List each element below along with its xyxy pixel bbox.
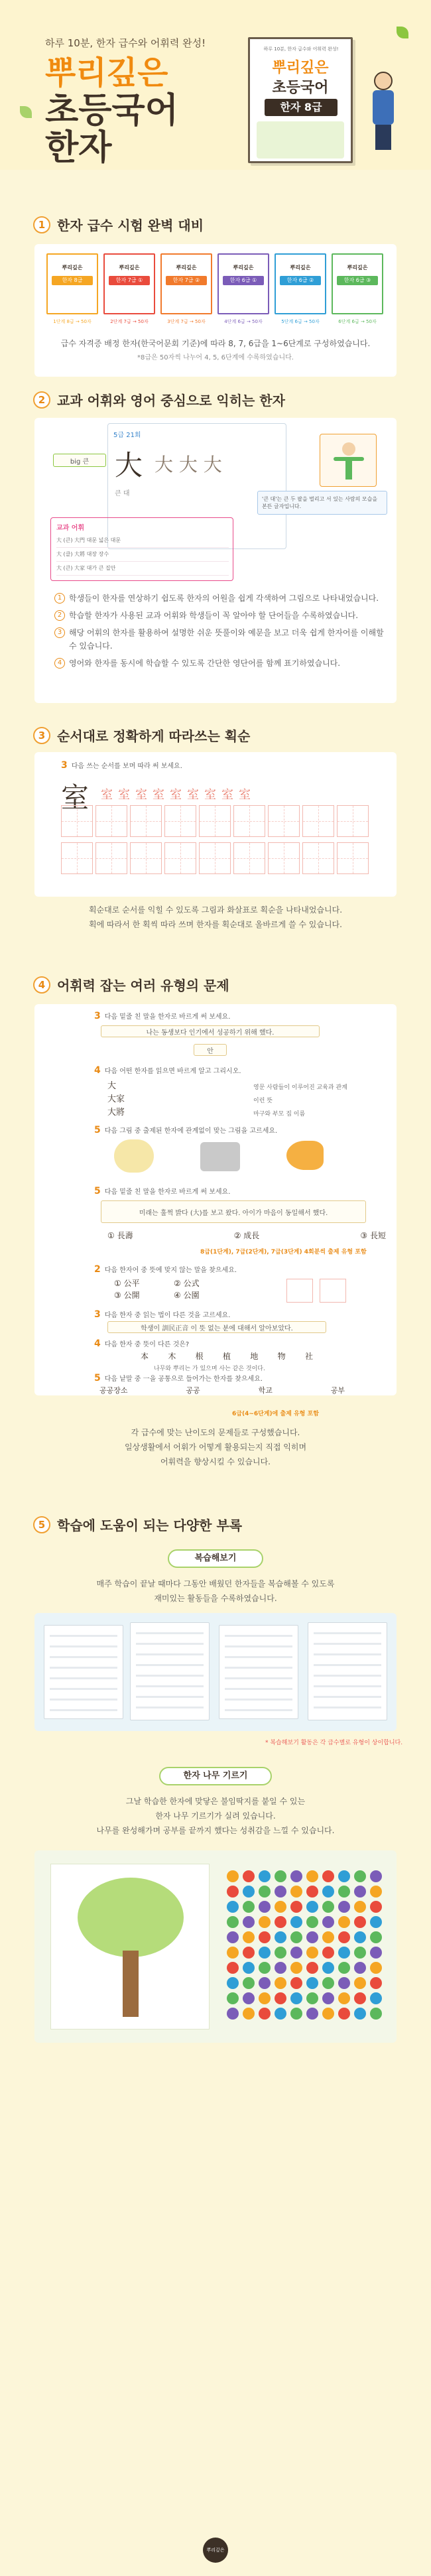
feature-item bbox=[54, 626, 386, 653]
section-number: 4 bbox=[33, 976, 50, 994]
review-paragraph-2: 재미있는 활동들을 수록하였습니다. bbox=[154, 1594, 277, 1603]
sticker-dot[interactable] bbox=[338, 1947, 350, 1959]
level-book-cover bbox=[103, 253, 155, 314]
sticker-dot[interactable] bbox=[275, 1992, 286, 2004]
sticker-dot[interactable] bbox=[322, 1870, 334, 1882]
sticker-dot[interactable] bbox=[290, 1962, 302, 1974]
question-type-tag: 8급(1단계), 7급(2단계), 7급(3단계) 4회분씩 출제 유형 포함 bbox=[200, 1249, 367, 1256]
review-page-thumbnail bbox=[130, 1622, 210, 1720]
question-text: 다음 밑줄 친 말을 한자로 바르게 써 보세요. bbox=[104, 1189, 231, 1196]
sticker-dot[interactable] bbox=[243, 1977, 255, 1989]
sticker-dot[interactable] bbox=[290, 1931, 302, 1943]
writing-grid-cell[interactable] bbox=[302, 842, 334, 874]
section-number: 1 bbox=[33, 216, 50, 233]
sticker-dot[interactable] bbox=[275, 1947, 286, 1959]
sticker-dot[interactable] bbox=[322, 1916, 334, 1928]
sticker-dot[interactable] bbox=[370, 1947, 382, 1959]
book-caption: 1단계 8급 → 50자 bbox=[53, 319, 92, 324]
sticker-dot[interactable] bbox=[370, 1886, 382, 1898]
sticker-dot[interactable] bbox=[338, 1901, 350, 1913]
writing-grid-cell[interactable] bbox=[130, 805, 162, 837]
sticker-dot[interactable] bbox=[306, 1962, 318, 1974]
hanja-choice[interactable]: 地 bbox=[250, 1352, 259, 1361]
tree-illustration-panel bbox=[34, 1850, 397, 2043]
section-4-paragraph-2: 일상생활에서 어휘가 어떻게 활용되는지 직접 익히며 bbox=[124, 1443, 307, 1452]
word-choice[interactable]: 학교 bbox=[258, 1386, 273, 1395]
hanja-reading: 큰 대 bbox=[115, 490, 130, 497]
question-text: 다음 한자어 중 뜻에 맞지 않는 말을 찾으세요. bbox=[104, 1267, 237, 1274]
matching-hanja[interactable]: 大家 bbox=[107, 1094, 125, 1104]
sticker-dot[interactable] bbox=[354, 1962, 366, 1974]
tree-pill: 한자 나무 기르기 bbox=[159, 1767, 272, 1785]
writing-grid-cell[interactable] bbox=[61, 805, 93, 837]
sticker-dot[interactable] bbox=[354, 1947, 366, 1959]
question-text: 다음 어떤 한자를 읽으면 바르게 알고 그리시오. bbox=[104, 1068, 241, 1075]
sticker-dot[interactable] bbox=[259, 1901, 271, 1913]
writing-grid-cell[interactable] bbox=[95, 805, 127, 837]
hero-title-line2: 초등국어 bbox=[45, 91, 178, 131]
stroke-step: 室 bbox=[239, 788, 251, 802]
feature-item bbox=[54, 609, 386, 622]
sticker-dot[interactable] bbox=[259, 1962, 271, 1974]
sticker-dot[interactable] bbox=[259, 2008, 271, 2020]
sticker-dot[interactable] bbox=[306, 1947, 318, 1959]
review-page-thumbnail bbox=[44, 1625, 123, 1719]
book-mini-title: 뿌리깊은 bbox=[290, 265, 311, 271]
question-passage: 학생이 訓民正音 이 뜻 없는 분에 대해서 알아보았다. bbox=[107, 1321, 326, 1333]
book-illustration bbox=[257, 121, 344, 159]
english-word-tag: big 큰 bbox=[53, 454, 106, 467]
sticker-dot[interactable] bbox=[370, 1901, 382, 1913]
sticker-dot[interactable] bbox=[290, 2008, 302, 2020]
section-number: 5 bbox=[33, 1516, 50, 1533]
hero-subtitle: 하루 10분, 한자 급수와 어휘력 완성! bbox=[45, 37, 206, 49]
sticker-dot[interactable] bbox=[322, 2008, 334, 2020]
book-level-label: 한자 8급 bbox=[52, 276, 93, 285]
sticker-dot[interactable] bbox=[290, 1947, 302, 1959]
sticker-dot[interactable] bbox=[370, 1977, 382, 1989]
sticker-dot[interactable] bbox=[322, 1947, 334, 1959]
section-3-paragraph-1: 획순대로 순서를 익힐 수 있도록 그림과 화살표로 획순을 나타내었습니다. bbox=[88, 905, 343, 915]
tree-paragraph-3: 나무를 완성해가며 공부를 끝까지 했다는 성취감을 느낄 수 있습니다. bbox=[96, 1826, 335, 1835]
section-number: 2 bbox=[33, 391, 50, 409]
book-caption: 6단계 6급 → 50자 bbox=[338, 319, 377, 324]
book-level-label: 한자 6급 ③ bbox=[337, 276, 378, 285]
cannon-illustration bbox=[200, 1142, 240, 1171]
question-text: 다음 낱말 중 一을 공통으로 들어가는 한자를 찾으세요. bbox=[104, 1376, 263, 1383]
cartoon-illustration bbox=[114, 1139, 154, 1173]
sticker-dot[interactable] bbox=[370, 1931, 382, 1943]
sticker-dot[interactable] bbox=[227, 2008, 239, 2020]
review-page-thumbnail bbox=[308, 1622, 387, 1720]
book-level-label: 한자 7급 ② bbox=[166, 276, 207, 285]
level-book-cover bbox=[46, 253, 98, 314]
writing-grid-cell[interactable] bbox=[233, 805, 265, 837]
question-type-tag: 6급(4~6단계)에 출제 유형 포함 bbox=[232, 1411, 319, 1417]
sticker-dot[interactable] bbox=[275, 1977, 286, 1989]
etymology-callout: '큰 대'는 큰 두 팔을 벌리고 서 있는 사람의 모습을 본뜬 글자입니다. bbox=[257, 491, 387, 515]
hanja-choice[interactable]: 物 bbox=[277, 1352, 286, 1361]
vocabulary-item: 大 (큰) 大家 대가 큰 집안 bbox=[56, 562, 229, 576]
vocabulary-item: 大 (클) 大將 대장 장수 bbox=[56, 548, 229, 562]
sticker-dot[interactable] bbox=[306, 2008, 318, 2020]
section-4-paragraph-1: 각 급수에 맞는 난이도의 문제들로 구성했습니다. bbox=[131, 1428, 300, 1437]
section-3-header bbox=[33, 726, 250, 745]
stroke-step: 室 bbox=[101, 788, 113, 802]
sticker-dot[interactable] bbox=[306, 1916, 318, 1928]
sticker-dot[interactable] bbox=[370, 1992, 382, 2004]
sticker-dot[interactable] bbox=[227, 1870, 239, 1882]
sticker-dot[interactable] bbox=[275, 1962, 286, 1974]
section-2-panel bbox=[34, 418, 397, 703]
review-page-thumbnail bbox=[219, 1625, 298, 1719]
hanja-choice[interactable]: 植 bbox=[222, 1352, 231, 1361]
book-mini-title: 뿌리깊은 bbox=[119, 265, 140, 271]
sticker-dot[interactable] bbox=[306, 1931, 318, 1943]
writing-grid-cell[interactable] bbox=[130, 842, 162, 874]
sticker-dot[interactable] bbox=[338, 2008, 350, 2020]
book-level-label: 한자 6급 ② bbox=[280, 276, 321, 285]
level-book-cover bbox=[160, 253, 212, 314]
sticker-dot[interactable] bbox=[275, 1901, 286, 1913]
feature-item bbox=[54, 657, 386, 670]
book-caption: 4단계 6급 → 50자 bbox=[224, 319, 263, 324]
sticker-dot[interactable] bbox=[227, 1947, 239, 1959]
tree-page bbox=[50, 1864, 210, 2029]
question-text: 다음 한자 중 뜻이 다른 것은? bbox=[104, 1341, 190, 1348]
sticker-dot[interactable] bbox=[306, 1901, 318, 1913]
stroke-step: 室 bbox=[170, 788, 182, 802]
child-illustration bbox=[369, 72, 398, 151]
question-caption: 나무와 뿌리는 가 있으며 사는 같은 것이다. bbox=[154, 1366, 265, 1372]
word-choice[interactable]: 공공 bbox=[186, 1386, 200, 1395]
section-1-panel bbox=[34, 244, 397, 377]
sticker-dot[interactable] bbox=[354, 1901, 366, 1913]
sticker-dot[interactable] bbox=[338, 1931, 350, 1943]
section-4-panel: 3 다음 밑줄 친 말을 한자로 바르게 써 보세요. 나는 동생보다 인기에서 성공하기 위해 했다. 안 4 다음 어떤 한자를 읽으면 바르게 알고 그리시오. 大 大家 大將 영문 사람들이 이루어진 교육과 관계 이런 뜻 마구와 부모 집 이름 5 다음 그림 중 출제된 한자에 관계없이 맞는 그림을 고르세요. 5 다음 밑줄 친 말을 한자로 바르게 써 보세요. 미래는 훌쩍 밝다 (大)를 보고 왔다. 아이가 마음이 동일해서 했다. ① 長壽 ② 成長 ③ 長短 8급(1단계), 7급(2단계), 7급(3단계) 4회분씩 출제 유형 포함 2 다음 한자어 중 뜻에 맞지 않는 말을 찾으세요. ① 公平 ② 公式③ 公開 ④ 公園 3 다음 한자 중 읽는 법이 다른 것을 고르세요. 학생이 訓民正音 이 뜻 없는 분에 대해서 알아보았다. 4 다음 한자 중 뜻이 다른 것은? 本 木 根 植 地 物 社 나무와 뿌리는 가 있으며 사는 같은 것이다. 5 다음 낱말 중 一을 공통으로 들어가는 한자를 찾으세요. bbox=[34, 1004, 397, 1395]
word-choice[interactable]: 공부 bbox=[330, 1386, 345, 1395]
book-level-label: 한자 7급 ① bbox=[109, 276, 150, 285]
sticker-dot[interactable] bbox=[259, 1886, 271, 1898]
sticker-dot[interactable] bbox=[227, 1992, 239, 2004]
hanja-choice[interactable]: 木 bbox=[168, 1352, 176, 1361]
tree-paragraph-1: 그날 학습한 한자에 맞닿은 불임딱지를 붙일 수 있는 bbox=[125, 1797, 306, 1806]
sticker-dot[interactable] bbox=[354, 1870, 366, 1882]
sticker-dot[interactable] bbox=[243, 1992, 255, 2004]
book-title-line1: 뿌리깊은 bbox=[272, 60, 329, 76]
review-note: * 복습해보기 활동은 각 급수별로 유형이 상이합니다. bbox=[265, 1740, 403, 1746]
sticker-dot[interactable] bbox=[227, 1916, 239, 1928]
hanja-choice[interactable]: 本 bbox=[141, 1352, 149, 1361]
stroke-step: 室 bbox=[187, 788, 199, 802]
sticker-dot[interactable] bbox=[338, 1977, 350, 1989]
sticker-dot[interactable] bbox=[243, 1916, 255, 1928]
book-caption: 5단계 6급 → 50자 bbox=[281, 319, 320, 324]
section-title: 어휘력 잡는 여러 유형의 문제 bbox=[57, 978, 229, 994]
matching-meaning[interactable]: 영문 사람들이 이루어진 교육과 관계 bbox=[253, 1084, 347, 1091]
writing-grid-cell[interactable] bbox=[302, 805, 334, 837]
sticker-dot[interactable] bbox=[243, 1962, 255, 1974]
stroke-step: 室 bbox=[204, 788, 216, 802]
sticker-dot[interactable] bbox=[259, 1992, 271, 2004]
sticker-dot[interactable] bbox=[290, 1977, 302, 1989]
sticker-dot[interactable] bbox=[306, 1992, 318, 2004]
section-title: 교과 어휘와 영어 중심으로 익히는 한자 bbox=[57, 393, 285, 409]
level-book-cover bbox=[275, 253, 326, 314]
vocabulary-box bbox=[50, 517, 233, 581]
goldfish-illustration bbox=[286, 1141, 324, 1170]
sticker-dot[interactable] bbox=[243, 1947, 255, 1959]
hero-title-line1: 뿌리깊은 bbox=[45, 54, 168, 92]
level-book-cover bbox=[332, 253, 383, 314]
stroke-step: 室 bbox=[118, 788, 130, 802]
sticker-dot[interactable] bbox=[290, 1870, 302, 1882]
book-cover bbox=[248, 37, 353, 163]
sticker-dot[interactable] bbox=[259, 1947, 271, 1959]
sticker-dot[interactable] bbox=[306, 1886, 318, 1898]
writing-grid-cell[interactable] bbox=[268, 805, 300, 837]
sticker-dot[interactable] bbox=[338, 1992, 350, 2004]
section-3-panel bbox=[34, 752, 397, 897]
writing-grid-cell[interactable] bbox=[199, 842, 231, 874]
sticker-dot[interactable] bbox=[243, 1886, 255, 1898]
sticker-dot[interactable] bbox=[306, 1977, 318, 1989]
level-book-cover bbox=[217, 253, 269, 314]
hanja-choice[interactable]: 社 bbox=[304, 1352, 313, 1361]
section-title: 학습에 도움이 되는 다양한 부록 bbox=[57, 1517, 243, 1533]
sticker-dot[interactable] bbox=[370, 2008, 382, 2020]
sticker-dot[interactable] bbox=[354, 1916, 366, 1928]
matching-meaning[interactable]: 이런 뜻 bbox=[253, 1098, 273, 1104]
sticker-dot[interactable] bbox=[370, 1870, 382, 1882]
sticker-dot[interactable] bbox=[354, 1977, 366, 1989]
sticker-dot[interactable] bbox=[354, 1992, 366, 2004]
sticker-dot[interactable] bbox=[306, 1870, 318, 1882]
section-5-header bbox=[33, 1515, 242, 1534]
feature-text: 해당 어휘의 한자를 활용하여 설명한 쉬운 뜻풀이와 예문을 보고 더욱 쉽게 한자어를 이해할 수 있습니다. bbox=[69, 628, 384, 651]
stroke-hanja: 室 bbox=[61, 781, 90, 814]
writing-grid-cell[interactable] bbox=[337, 842, 369, 874]
sticker-dot[interactable] bbox=[290, 1916, 302, 1928]
writing-grid-cell[interactable] bbox=[61, 842, 93, 874]
review-paragraph-1: 매주 학습이 끝날 때마다 그동안 배웠던 한자들을 복습해볼 수 있도록 bbox=[96, 1579, 335, 1588]
section-title: 한자 급수 시험 완벽 대비 bbox=[57, 218, 204, 233]
word-choice[interactable]: 공공장소 bbox=[99, 1386, 128, 1395]
writing-grid-cell[interactable] bbox=[164, 842, 196, 874]
hero-banner bbox=[0, 0, 431, 170]
sticker-dot[interactable] bbox=[227, 1977, 239, 1989]
section-4-paragraph-3: 어휘력을 향상시킬 수 있습니다. bbox=[160, 1457, 271, 1466]
lesson-code: 5급 21회 bbox=[113, 432, 141, 439]
sticker-dot[interactable] bbox=[354, 1886, 366, 1898]
sticker-dot[interactable] bbox=[259, 1870, 271, 1882]
vocabulary-label: 교과 어휘 bbox=[56, 525, 85, 532]
section-2-header bbox=[33, 390, 285, 409]
book-title-line2: 초등국어 bbox=[272, 80, 329, 96]
sticker-dot[interactable] bbox=[338, 1916, 350, 1928]
question-passage: 나는 동생보다 인기에서 성공하기 위해 했다. bbox=[101, 1025, 320, 1037]
sticker-dot[interactable] bbox=[338, 1870, 350, 1882]
section-1-header bbox=[33, 215, 204, 234]
sticker-dot[interactable] bbox=[243, 1901, 255, 1913]
vocabulary-item: 大 (큰) 大門 대문 넓은 대문 bbox=[56, 534, 229, 548]
sticker-dot[interactable] bbox=[275, 1916, 286, 1928]
section-3-paragraph-2: 획에 따라서 한 획씩 따라 쓰며 한자를 획순대로 올바르게 쓸 수 있습니다. bbox=[89, 920, 342, 929]
sticker-dot[interactable] bbox=[370, 1962, 382, 1974]
feature-text: 학습할 한자가 사용된 교과 어휘와 학생들이 꼭 알아야 할 단어들을 수록하였습니다. bbox=[69, 611, 359, 620]
section-1-note: *8급은 50자씩 나누어 4, 5, 6단계에 수록하였습니다. bbox=[137, 354, 294, 361]
sticker-dot[interactable] bbox=[275, 1870, 286, 1882]
matching-hanja[interactable]: 大將 bbox=[107, 1108, 125, 1118]
sticker-dot[interactable] bbox=[243, 2008, 255, 2020]
stroke-step: 室 bbox=[135, 788, 147, 802]
matching-hanja[interactable]: 大 bbox=[107, 1081, 117, 1091]
feature-item bbox=[54, 592, 386, 605]
feature-number: 3 bbox=[54, 627, 65, 638]
writing-grid-cell[interactable] bbox=[233, 842, 265, 874]
section-title: 순서대로 정확하게 따라쓰는 획순 bbox=[57, 728, 251, 744]
sticker-dot[interactable] bbox=[322, 1931, 334, 1943]
book-mini-title: 뿌리깊은 bbox=[233, 265, 254, 271]
answer-option[interactable]: ② 成長 bbox=[233, 1231, 260, 1240]
sticker-dot[interactable] bbox=[290, 1901, 302, 1913]
sticker-dot[interactable] bbox=[243, 1931, 255, 1943]
sticker-dot[interactable] bbox=[227, 1901, 239, 1913]
sticker-dot[interactable] bbox=[338, 1886, 350, 1898]
hanja-variants: 大 大 大 bbox=[154, 454, 222, 476]
answer-option[interactable]: ④ 公園 bbox=[174, 1291, 200, 1300]
sticker-dot[interactable] bbox=[275, 1931, 286, 1943]
hero-title-line3: 한자 bbox=[45, 128, 112, 168]
question-text: 다음 밑줄 친 말을 한자로 바르게 써 보세요. bbox=[104, 1013, 231, 1021]
sticker-dot[interactable] bbox=[338, 1962, 350, 1974]
book-level-badge: 한자 8급 bbox=[265, 99, 338, 116]
writing-grid-cell[interactable] bbox=[164, 805, 196, 837]
writing-grid-cell[interactable] bbox=[337, 805, 369, 837]
sticker-dot[interactable] bbox=[227, 1962, 239, 1974]
answer-option[interactable]: ③ 長短 bbox=[360, 1231, 386, 1240]
book-level-label: 한자 6급 ① bbox=[223, 276, 264, 285]
sticker-dot[interactable] bbox=[259, 1931, 271, 1943]
sticker-dot[interactable] bbox=[290, 1992, 302, 2004]
book-mini-title: 뿌리깊은 bbox=[176, 265, 197, 271]
answer-option[interactable]: ① 長壽 bbox=[107, 1231, 133, 1240]
sticker-dot[interactable] bbox=[259, 1916, 271, 1928]
feature-number: 2 bbox=[54, 610, 65, 621]
book-caption: 2단계 7급 → 50자 bbox=[110, 319, 149, 324]
question-text: 다음 그림 중 출제된 한자에 관계없이 맞는 그림을 고르세요. bbox=[104, 1127, 278, 1135]
sticker-dot[interactable] bbox=[227, 1931, 239, 1943]
stroke-step: 室 bbox=[153, 788, 164, 802]
book-mini-title: 뿌리깊은 bbox=[62, 265, 83, 271]
answer-option[interactable]: ① 公平 bbox=[114, 1279, 140, 1288]
sticker-dot[interactable] bbox=[259, 1977, 271, 1989]
sticker-dot[interactable] bbox=[275, 1886, 286, 1898]
publisher-logo: 뿌리깊은 bbox=[203, 2538, 228, 2563]
book-mini-title: 뿌리깊은 bbox=[347, 265, 368, 271]
sticker-dot[interactable] bbox=[322, 1992, 334, 2004]
answer-option[interactable]: ② 公式 bbox=[174, 1279, 200, 1288]
section-1-paragraph: 급수 자격증 배정 한자(한국어문회 기준)에 따라 8, 7, 6급을 1~6단계로 구성하였습니다. bbox=[60, 339, 371, 348]
answer-option[interactable]: ③ 公開 bbox=[114, 1291, 140, 1300]
sticker-dot[interactable] bbox=[322, 1962, 334, 1974]
writing-grid-cell[interactable] bbox=[95, 842, 127, 874]
book-caption: 3단계 7급 → 50자 bbox=[167, 319, 206, 324]
feature-text: 영어와 한자를 동시에 학습할 수 있도록 간단한 영단어를 함께 표기하였습니다. bbox=[69, 659, 341, 668]
section-number: 3 bbox=[33, 727, 50, 744]
sticker-dot[interactable] bbox=[354, 1931, 366, 1943]
sticker-dot[interactable] bbox=[322, 1886, 334, 1898]
question-text: 다음 한자 중 읽는 법이 다른 것을 고르세요. bbox=[104, 1312, 231, 1319]
answer-blank[interactable]: 안 bbox=[194, 1044, 227, 1056]
review-thumbnails bbox=[34, 1613, 397, 1731]
sticker-dot[interactable] bbox=[290, 1886, 302, 1898]
review-pill: 복습해보기 bbox=[168, 1549, 263, 1568]
writing-grid-cell[interactable] bbox=[268, 842, 300, 874]
section-4-header bbox=[33, 975, 229, 994]
feature-text: 학생들이 한자를 연상하기 쉽도록 한자의 어원을 쉽게 각색하여 그림으로 나타내었습니다. bbox=[69, 594, 379, 603]
feature-number: 1 bbox=[54, 593, 65, 604]
sticker-dot[interactable] bbox=[275, 2008, 286, 2020]
book-tagline: 하루 10분, 한자 급수와 어휘력 완성! bbox=[263, 46, 339, 52]
sticker-dot[interactable] bbox=[227, 1886, 239, 1898]
etymology-picture bbox=[320, 434, 377, 487]
matching-meaning[interactable]: 마구와 부모 집 이름 bbox=[253, 1111, 306, 1118]
tree-paragraph-2: 한자 나무 기르기가 실려 있습니다. bbox=[155, 1811, 276, 1821]
leaf-icon bbox=[20, 106, 32, 118]
sticker-dot[interactable] bbox=[322, 1901, 334, 1913]
feature-number: 4 bbox=[54, 658, 65, 669]
sticker-dot[interactable] bbox=[322, 1977, 334, 1989]
hanja-choice[interactable]: 根 bbox=[195, 1352, 204, 1361]
stroke-step: 室 bbox=[221, 788, 233, 802]
sticker-dot[interactable] bbox=[354, 2008, 366, 2020]
writing-grid-cell[interactable] bbox=[199, 805, 231, 837]
hanja-large: 大 bbox=[115, 449, 143, 482]
leaf-icon bbox=[397, 27, 408, 38]
question-passage: 미래는 훌쩍 밝다 (大)를 보고 왔다. 아이가 마음이 동일해서 했다. bbox=[101, 1200, 366, 1223]
stroke-question: 3 다음 쓰는 순서를 보며 따라 써 보세요. bbox=[61, 760, 182, 771]
sticker-dot[interactable] bbox=[370, 1916, 382, 1928]
sticker-dot[interactable] bbox=[243, 1870, 255, 1882]
